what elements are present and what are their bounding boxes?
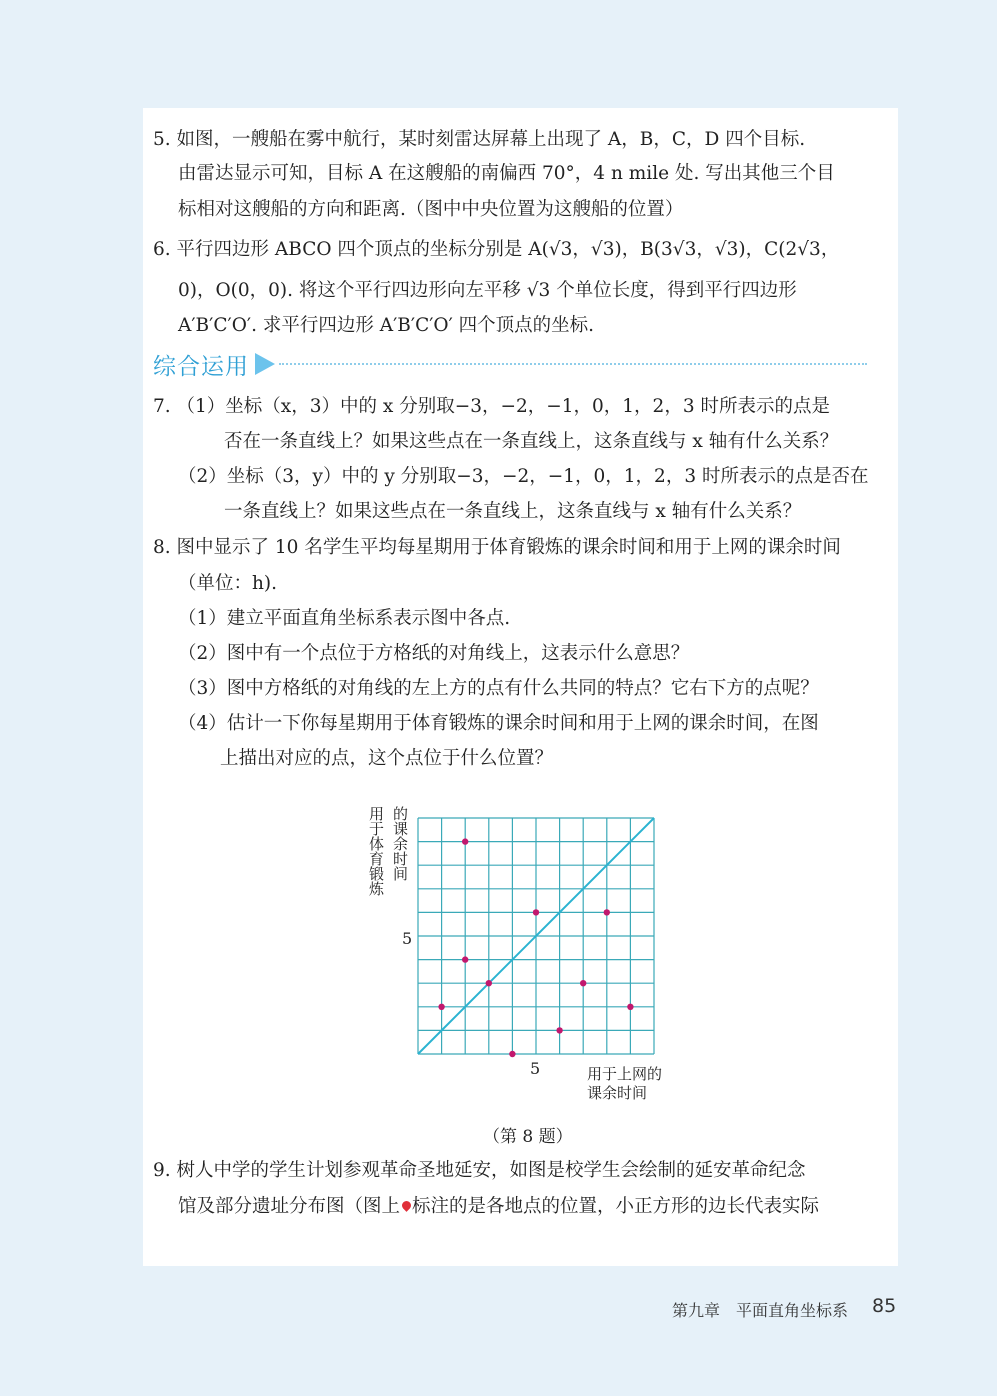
problem-9-line-2	[178, 1195, 819, 1219]
problem-8-sub-2: （2）图中有一个点位于方格纸的对角线上，这表示什么意思？	[178, 643, 690, 664]
figure-caption: （第 8 题）	[483, 1127, 573, 1147]
section-title: 综合运用	[153, 353, 249, 380]
problem-8-sub-4: （4）估计一下你每星期用于体育锻炼的课余时间和用于上网的课余时间，在图	[178, 713, 819, 734]
problem-9-line-2b: 标注的是各地点的位置，小正方形的边长代表实际	[412, 1196, 820, 1217]
problem-6-line-3: A′B′C′O′. 求平行四边形 A′B′C′O′ 四个顶点的坐标.	[178, 315, 595, 336]
problem-7-line-3: （2）坐标（3，y）中的 y 分别取−3，−2，−1，0，1，2，3 时所表示的点是否在	[178, 466, 869, 487]
problem-5-line-1: 5. 如图，一艘船在雾中航行，某时刻雷达屏幕上出现了 A，B，C，D 四个目标.	[153, 129, 806, 150]
section-header	[153, 348, 867, 380]
problem-6-line-1: 6. 平行四边形 ABCO 四个顶点的坐标分别是 A(√3，√3)，B(3√3，√3)，C(2√3，	[153, 239, 840, 260]
figure-y-label-col2: 的课余时间	[391, 806, 409, 881]
section-arrow-icon	[255, 353, 275, 375]
footer-page-number: 85	[872, 1295, 897, 1317]
figure-x-label-line2: 课余时间	[587, 1084, 648, 1102]
problem-5-line-2: 由雷达显示可知，目标 A 在这艘船的南偏西 70°，4 n mile 处. 写出其他三个目	[178, 163, 835, 184]
problem-5-line-3: 标相对这艘船的方向和距离.（图中中央位置为这艘船的位置）	[178, 199, 684, 220]
location-pin-icon	[400, 1199, 413, 1212]
figure-x-tick: 5	[530, 1059, 541, 1078]
figure-y-label-col1: 用于体育锻炼	[367, 806, 385, 896]
problem-9-line-2a: 馆及部分遗址分布图（图上	[178, 1196, 401, 1217]
problem-6-line-2: 0)，O(0，0). 将这个平行四边形向左平移 √3 个单位长度，得到平行四边形	[178, 280, 797, 301]
problem-8-sub-5: 上描出对应的点，这个点位于什么位置？	[220, 748, 554, 769]
problem-8-line-1: 8. 图中显示了 10 名学生平均每星期用于体育锻炼的课余时间和用于上网的课余时间	[153, 537, 841, 558]
figure-y-tick: 5	[402, 929, 413, 948]
problem-8-sub-3: （3）图中方格纸的对角线的左上方的点有什么共同的特点？它右下方的点呢？	[178, 678, 819, 699]
figure-x-label-line1: 用于上网的	[587, 1065, 663, 1083]
section-divider	[279, 363, 867, 365]
problem-7-line-1: 7. （1）坐标（x，3）中的 x 分别取−3，−2，−1，0，1，2，3 时所表示的点是	[153, 396, 830, 417]
problem-9-line-1: 9. 树人中学的学生计划参观革命圣地延安，如图是校学生会绘制的延安革命纪念	[153, 1160, 806, 1181]
problem-8-sub-1: （1）建立平面直角坐标系表示图中各点.	[178, 608, 511, 629]
problem-7-line-2: 否在一条直线上？如果这些点在一条直线上，这条直线与 x 轴有什么关系？	[224, 431, 839, 452]
footer-chapter: 第九章 平面直角坐标系	[672, 1301, 849, 1320]
problem-8-line-2: （单位：h).	[178, 573, 278, 594]
problem-7-line-4: 一条直线上？如果这些点在一条直线上，这条直线与 x 轴有什么关系？	[224, 501, 802, 522]
